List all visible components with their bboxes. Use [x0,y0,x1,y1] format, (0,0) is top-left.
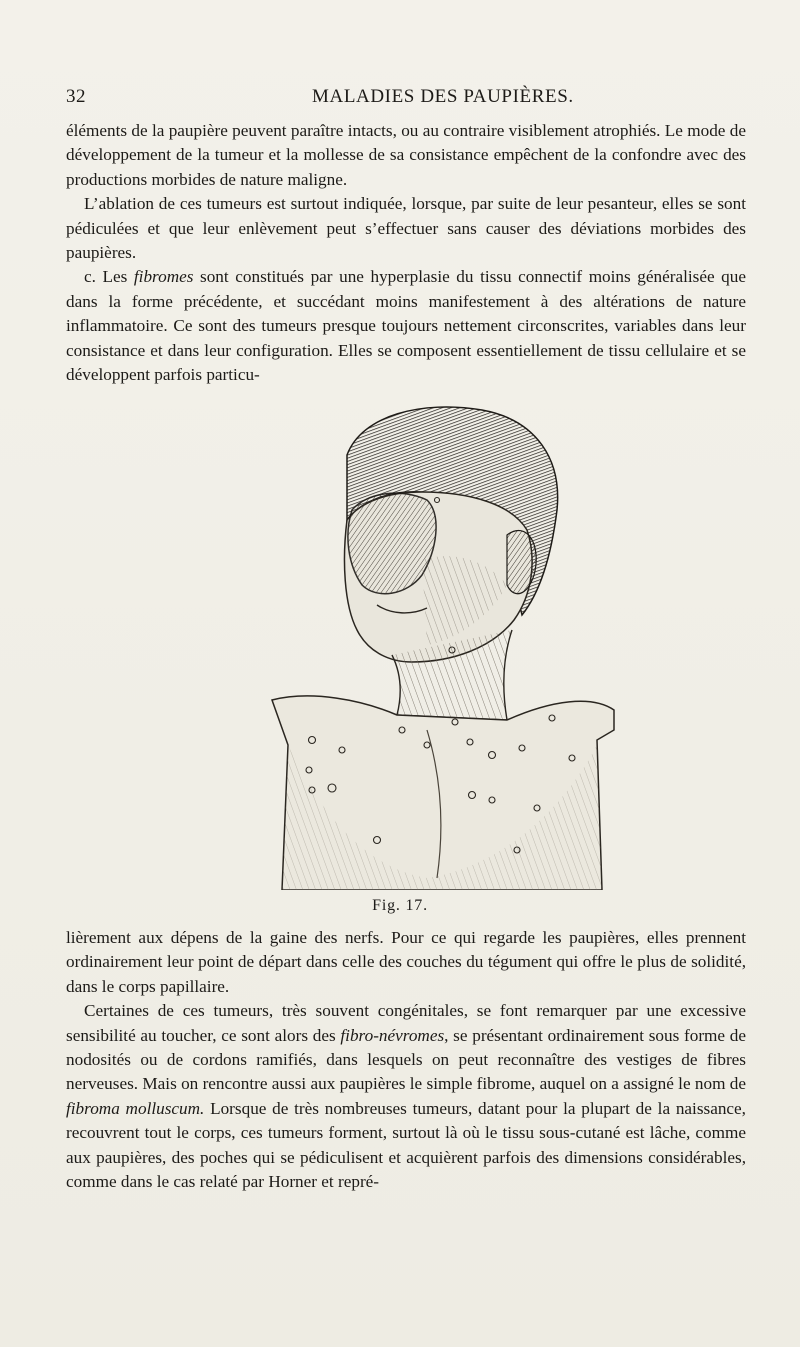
text-run: , se présentant ordinairement sous forme de nodosités ou de cordons ramifiés, dans lesquels on peut reconnaître des vestiges de fibres nerveuses. Mais on rencontre aussi aux paupières le simple fibrome, auquel on a assigné le nom de [66,1025,746,1094]
paragraph: lièrement aux dépens de la gaine des nerfs. Pour ce qui regarde les paupières, elles prennent ordinairement leur point de départ dans celle des couches du tégument qui offre le plus de solidité, dans le corps papillaire. [66,928,746,996]
text-block-bottom [66,926,746,1194]
text-run: Lorsque de très nombreuses tumeurs, datant pour la plupart de la naissance, recouvrent tout le corps, ces tumeurs forment, surtout là où le tissu sous-cutané est lâche, comme aux paupières, des poches qui se pédiculisent et acquièrent parfois des dimensions considérables, comme dans le cas relaté par Horner et repré- [66,1098,746,1192]
text-run: sont constitués par une hyperplasie du tissu connectif moins généralisée que dans la forme précédente, et succédant moins manifestement à des altérations de nature inflammatoire. Ce sont des tumeurs presque toujours nettement circonscrites, variables dans leur consistance et dans leur configuration. Elles se composent essentiellement de tissu cellulaire et se développent parfois particu- [66,267,746,385]
page-header [66,86,746,114]
text-run: c. Les [84,267,134,287]
text-block-top [66,119,746,387]
paragraph: éléments de la paupière peuvent paraître intacts, ou au contraire visiblement atrophiés. Le mode de développement de la tumeur et la mollesse de sa consistance empêchent de la confondre avec des productions morbides de nature maligne. [66,121,746,189]
term-fibromes: fibromes [133,267,194,287]
page-number: 32 [66,86,86,107]
term-fibro-nevromes: fibro-névromes [340,1025,445,1045]
paragraph: L’ablation de ces tumeurs est surtout indiquée, lorsque, par suite de leur pesanteur, elles se sont pédiculées et que leur enlèvement peut s’effectuer sans causer des déviations morbides des paupières. [66,194,746,263]
figure-engraving [252,400,622,890]
figure-caption: Fig. 17. [372,897,428,914]
paragraph [66,265,746,387]
text-run: Certaines de ces tumeurs, très souvent congénitales, se font remarquer par une excessive sensibilité au toucher, ce sont alors des [66,1001,746,1045]
running-title: MALADIES DES PAUPIÈRES. [312,86,574,107]
term-fibroma-molluscum: fibroma molluscum. [66,1098,205,1118]
patient-portrait-illustration [252,400,622,890]
paragraph [66,999,746,1194]
